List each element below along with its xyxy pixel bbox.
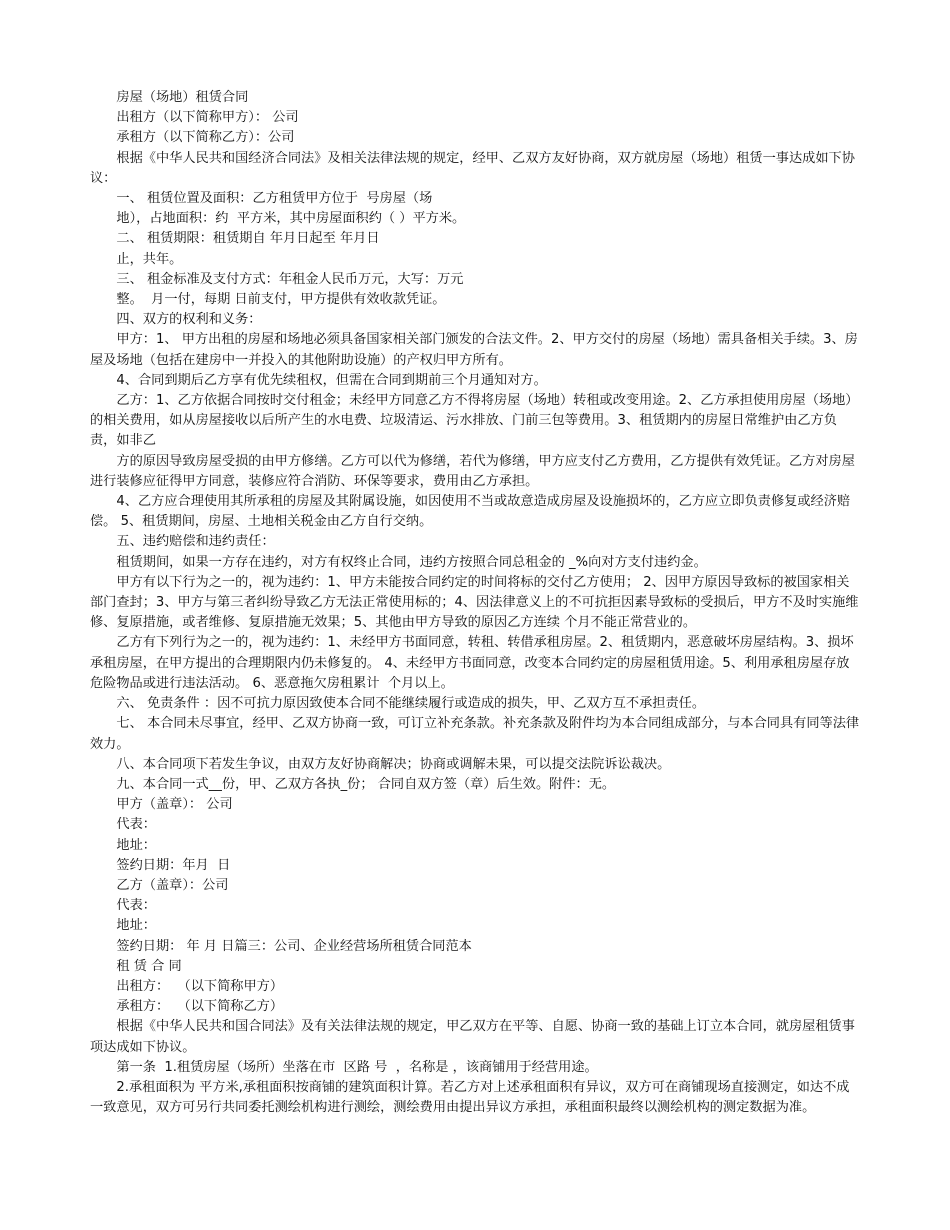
paragraph: 代表： bbox=[116, 898, 156, 914]
paragraph: 4、合同到期后乙方享有优先续租权，但需在合同到期前三个月通知对方。 bbox=[116, 372, 547, 388]
paragraph: 乙方（盖章）：公司 bbox=[116, 877, 229, 893]
paragraph: 五、违约赔偿和违约责任： bbox=[116, 534, 275, 550]
paragraph: 整。 月一付，每期 日前支付，甲方提供有效收款凭证。 bbox=[116, 292, 446, 308]
paragraph: 出租方（以下简称甲方）： 公司 bbox=[116, 110, 299, 126]
contract-document bbox=[90, 88, 860, 1118]
paragraph: 七、 本合同未尽事宜，经甲、乙双方协商一致，可订立补充条款。补充条款及附件均为本合同组成部分，与本合同具有同等法律效力。 bbox=[90, 716, 860, 752]
paragraph: 一、 租赁位置及面积：乙方租赁甲方位于 号房屋（场 bbox=[116, 191, 433, 207]
paragraph: 乙方有下列行为之一的，视为违约：1、未经甲方书面同意，转租、转借承租房屋。2、租赁期内，恶意破坏房屋结构。3、损坏承租房屋，在甲方提出的合理期限内仍未修复的。 4、未经甲方书面同意，改变本合同约定的房屋租赁用途。5、利用承租房屋存放危险物品或进行违法活动。 6、恶意拖欠房租累计 个月以上。 bbox=[90, 635, 854, 691]
paragraph: 甲方有以下行为之一的，视为违约：1、甲方未能按合同约定的时间将标的交付乙方使用； 2、因甲方原因导致标的被国家相关部门查封；3、甲方与第三者纠纷导致乙方无法正常使用标的；4、因法律意义上的不可抗拒因素导致标的受损后，甲方不及时实施维修、复原措施，或者维修、复原措施无效果；5、其他由甲方导致的原因乙方连续 个月不能正常营业的。 bbox=[90, 574, 859, 631]
paragraph: 代表： bbox=[116, 817, 156, 833]
paragraph: 地址： bbox=[116, 918, 156, 934]
paragraph: 出租方： （以下简称甲方） bbox=[116, 978, 284, 994]
paragraph: 4、乙方应合理使用其所承租的房屋及其附属设施，如因使用不当或故意造成房屋及设施损坏的，乙方应立即负责修复或经济赔偿。 5、租赁期间，房屋、土地相关税金由乙方自行交纳。 bbox=[90, 494, 851, 530]
paragraph: 方的原因导致房屋受损的由甲方修缮。乙方可以代为修缮，若代为修缮，甲方应支付乙方费用，乙方提供有效凭证。乙方对房屋进行装修应征得甲方同意，装修应符合消防、环保等要求，费用由乙方承担。 bbox=[90, 453, 855, 489]
paragraph: 止，共年。 bbox=[116, 251, 183, 267]
paragraph: 甲方：1、 甲方出租的房屋和场地必须具备国家相关部门颁发的合法文件。2、甲方交付的房屋（场地）需具备相关手续。3、房屋及场地（包括在建房中一并投入的其他附助设施）的产权归甲方所有。 bbox=[90, 332, 858, 368]
paragraph: 第一条 1.租赁房屋（场所）坐落在市 区路 号 ，名称是 ，该商铺用于经营用途。 bbox=[116, 1059, 598, 1075]
paragraph: 根据《中华人民共和国合同法》及有关法律法规的规定，甲乙双方在平等、自愿、协商一致的基础上订立本合同，就房屋租赁事项达成如下协议。 bbox=[90, 1019, 855, 1055]
paragraph: 八、本合同项下若发生争议，由双方友好协商解决；协商或调解未果，可以提交法院诉讼裁决。 bbox=[116, 756, 671, 772]
paragraph: 2.承租面积为 平方米,承租面积按商铺的建筑面积计算。若乙方对上述承租面积有异议，双方可在商铺现场直接测定，如达不成一致意见，双方可另行共同委托测绘机构进行测绘，测绘费用由提出异议方承担，承租面积最终以测绘机构的测定数据为准。 bbox=[90, 1079, 850, 1116]
paragraph: 租 赁 合 同 bbox=[116, 958, 182, 974]
paragraph: 根据《中华人民共和国经济合同法》及相关法律法规的规定，经甲、乙双方友好协商，双方就房屋（场地）租赁一事达成如下协议： bbox=[90, 150, 855, 186]
paragraph: 甲方（盖章）： 公司 bbox=[116, 797, 233, 813]
paragraph: 签约日期： 年 月 日篇三：公司、企业经营场所租赁合同范本 bbox=[116, 938, 472, 954]
paragraph: 二、 租赁期限：租赁期自 年月日起至 年月日 bbox=[116, 231, 380, 247]
paragraph: 三、 租金标准及支付方式：年租金人民币万元，大写：万元 bbox=[116, 271, 464, 287]
paragraph: 四、双方的权利和义务： bbox=[116, 312, 262, 328]
paragraph: 承租方： （以下简称乙方） bbox=[116, 999, 284, 1015]
paragraph: 地址： bbox=[116, 837, 156, 853]
paragraph: 九、本合同一式__份，甲、乙双方各执_份； 合同自双方签（章）后生效。附件：无。 bbox=[116, 776, 616, 792]
paragraph: 乙方：1、乙方依据合同按时交付租金；未经甲方同意乙方不得将房屋（场地）转租或改变用途。2、乙方承担使用房屋（场地）的相关费用，如从房屋接收以后所产生的水电费、垃圾清运、污水排放、门前三包等费用。3、租赁期内的房屋日常维护由乙方负责，如非乙 bbox=[90, 393, 859, 449]
paragraph: 承租方（以下简称乙方）：公司 bbox=[116, 130, 295, 146]
paragraph: 地），占地面积：约 平方米，其中房屋面积约（ ）平方米。 bbox=[116, 211, 466, 227]
paragraph: 签约日期：年月 日 bbox=[116, 857, 231, 873]
paragraph: 六、 免责条件 ：因不可抗力原因致使本合同不能继续履行或造成的损失，甲、乙双方互不承担责任。 bbox=[116, 696, 706, 712]
paragraph: 房屋（场地）租赁合同 bbox=[116, 90, 249, 105]
paragraph: 租赁期间，如果一方存在违约，对方有权终止合同，违约方按照合同总租金的 _%向对方支付违约金。 bbox=[116, 554, 707, 570]
